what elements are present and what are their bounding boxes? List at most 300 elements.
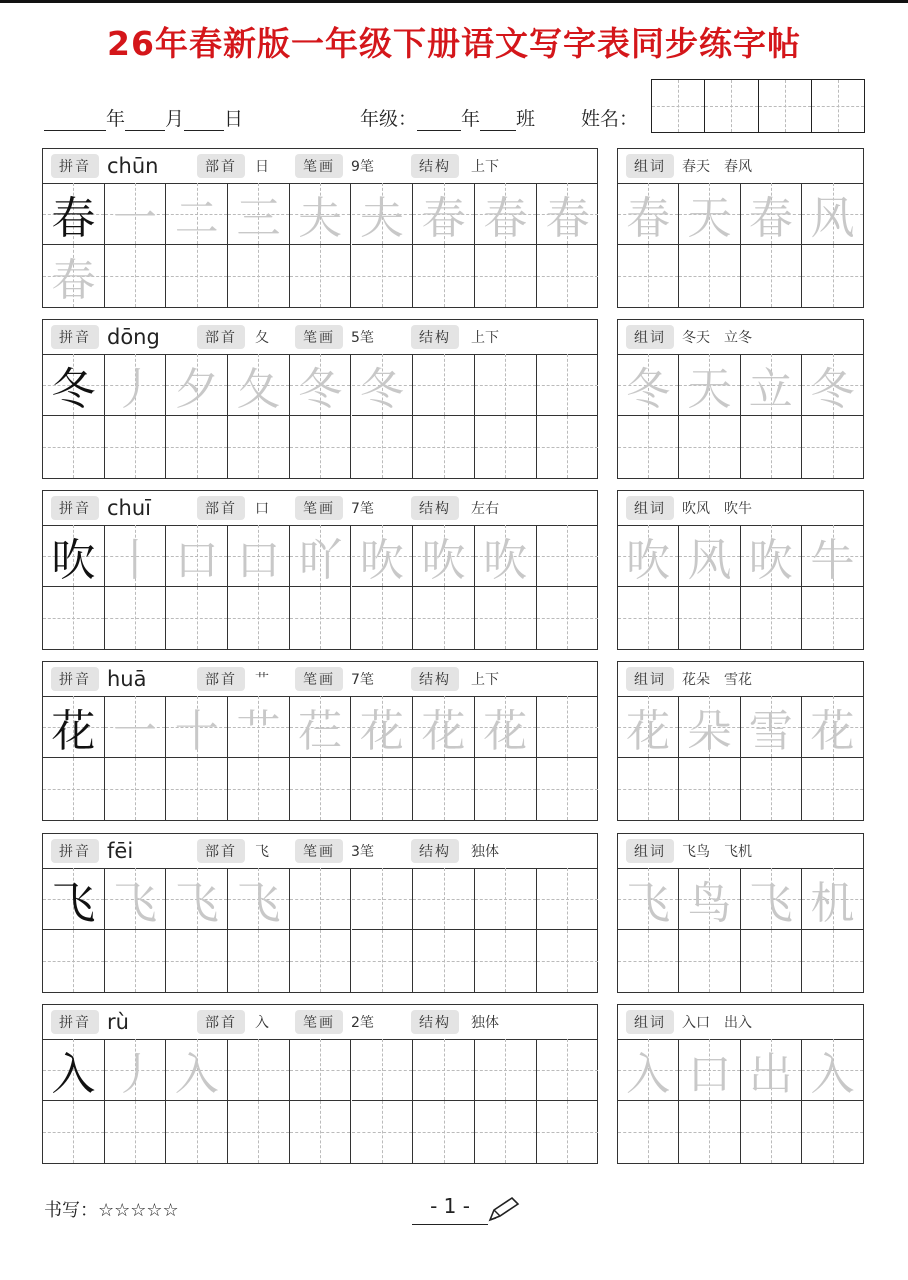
word-cell[interactable] <box>741 416 802 478</box>
writing-cell[interactable] <box>475 525 537 587</box>
writing-cell[interactable] <box>166 354 228 416</box>
words-value: 花朵 雪花 <box>682 672 752 688</box>
structure-tag: 结构 <box>411 154 459 178</box>
radical-tag: 部首 <box>197 496 245 520</box>
pinyin-value: fēi <box>107 839 134 863</box>
writing-cell[interactable] <box>228 696 290 758</box>
writing-cell[interactable] <box>352 245 414 307</box>
writing-cell[interactable] <box>166 416 228 478</box>
handwriting-rating: 书写：☆☆☆☆☆ <box>44 1200 179 1221</box>
writing-cell[interactable] <box>537 587 599 649</box>
structure-tag: 结构 <box>411 496 459 520</box>
month-blank[interactable] <box>125 108 165 131</box>
word-block-1 <box>617 319 864 479</box>
words-tag: 组词 <box>626 154 674 178</box>
writing-cell[interactable] <box>105 416 167 478</box>
writing-cell[interactable] <box>352 354 414 416</box>
structure-tag: 结构 <box>411 325 459 349</box>
word-cell[interactable] <box>802 587 863 649</box>
writing-cell[interactable] <box>413 183 475 245</box>
writing-cell[interactable] <box>105 758 167 820</box>
word-trace-character: 入 <box>810 1048 855 1100</box>
writing-cell[interactable] <box>228 525 290 587</box>
radical-value: 艹 <box>255 672 269 688</box>
words-tag: 组词 <box>626 1010 674 1034</box>
writing-cell[interactable] <box>228 587 290 649</box>
strokes-value: 7笔 <box>351 501 374 517</box>
radical-value: 飞 <box>255 844 269 860</box>
grade-blank[interactable] <box>417 108 461 131</box>
writing-cell[interactable] <box>537 525 599 587</box>
word-cell[interactable] <box>679 1101 740 1163</box>
date-line: 年 月 日 <box>44 104 243 131</box>
writing-cell[interactable] <box>105 245 167 307</box>
writing-cell[interactable] <box>352 1101 414 1163</box>
char-info-header <box>43 320 597 355</box>
strokes-tag: 笔画 <box>295 1010 343 1034</box>
writing-cell[interactable] <box>475 1039 537 1101</box>
writing-cell[interactable] <box>475 354 537 416</box>
char-info-header <box>43 834 597 869</box>
radical-value: 入 <box>255 1015 269 1031</box>
writing-cell[interactable] <box>537 868 599 930</box>
word-cell[interactable] <box>618 183 679 245</box>
writing-cell[interactable] <box>290 183 352 245</box>
word-cell[interactable] <box>679 525 740 587</box>
writing-cell[interactable] <box>166 696 228 758</box>
writing-cell[interactable] <box>413 587 475 649</box>
strokes-tag: 笔画 <box>295 667 343 691</box>
year-blank[interactable] <box>44 108 106 131</box>
writing-cell[interactable] <box>413 525 475 587</box>
pinyin-value: dōng <box>107 325 160 349</box>
pinyin-tag: 拼音 <box>51 667 99 691</box>
words-value: 飞鸟 飞机 <box>682 844 752 860</box>
writing-cell[interactable] <box>475 1101 537 1163</box>
practice-block-3 <box>42 661 598 821</box>
pinyin-tag: 拼音 <box>51 839 99 863</box>
writing-cell[interactable] <box>43 245 105 307</box>
trace-character: 夕 <box>174 363 219 415</box>
writing-cell[interactable] <box>290 758 352 820</box>
pinyin-value: chūn <box>107 154 159 178</box>
trace-character: 三 <box>236 192 281 244</box>
word-trace-character: 风 <box>810 192 855 244</box>
word-cell[interactable] <box>741 1039 802 1101</box>
writing-cell[interactable] <box>475 696 537 758</box>
trace-character: 丿 <box>113 1048 158 1100</box>
writing-cell[interactable] <box>43 354 105 416</box>
name-label: 姓名： <box>581 108 639 130</box>
trace-character: 夂 <box>236 363 281 415</box>
word-trace-character: 春 <box>748 192 793 244</box>
word-trace-character: 花 <box>810 705 855 757</box>
word-cell[interactable] <box>679 587 740 649</box>
word-cell[interactable] <box>679 416 740 478</box>
writing-cell[interactable] <box>352 930 414 992</box>
word-trace-character: 春 <box>626 192 671 244</box>
words-value: 吹风 吹牛 <box>682 501 752 517</box>
word-cell[interactable] <box>741 354 802 416</box>
top-border <box>0 0 908 3</box>
word-cell[interactable] <box>802 245 863 307</box>
structure-value: 上下 <box>471 672 499 688</box>
writing-cell[interactable] <box>228 1039 290 1101</box>
writing-cell[interactable] <box>228 416 290 478</box>
word-cell[interactable] <box>618 354 679 416</box>
word-cell[interactable] <box>802 1039 863 1101</box>
word-cell[interactable] <box>679 1039 740 1101</box>
radical-value: 夂 <box>255 330 269 346</box>
trace-character: 花 <box>421 705 466 757</box>
trace-character: 冬 <box>298 363 343 415</box>
trace-character: 十 <box>174 705 219 757</box>
trace-character: 春 <box>545 192 590 244</box>
writing-cell[interactable] <box>290 1039 352 1101</box>
structure-tag: 结构 <box>411 1010 459 1034</box>
word-cell[interactable] <box>679 868 740 930</box>
word-header <box>618 1005 863 1040</box>
writing-cell[interactable] <box>352 868 414 930</box>
word-trace-character: 飞 <box>626 877 671 929</box>
word-cell[interactable] <box>618 1039 679 1101</box>
writing-cell[interactable] <box>43 525 105 587</box>
writing-cell[interactable] <box>537 245 599 307</box>
trace-character: 飞 <box>174 877 219 929</box>
practice-block-2 <box>42 490 598 650</box>
word-trace-character: 出 <box>748 1048 793 1100</box>
pinyin-tag: 拼音 <box>51 154 99 178</box>
word-cell[interactable] <box>741 930 802 992</box>
word-trace-character: 花 <box>626 705 671 757</box>
word-cell[interactable] <box>741 587 802 649</box>
writing-cell[interactable] <box>43 183 105 245</box>
writing-cell[interactable] <box>105 183 167 245</box>
word-cell[interactable] <box>679 183 740 245</box>
structure-value: 独体 <box>471 1015 499 1031</box>
writing-cell[interactable] <box>290 525 352 587</box>
writing-cell[interactable] <box>413 696 475 758</box>
word-cell[interactable] <box>802 354 863 416</box>
writing-cell[interactable] <box>43 758 105 820</box>
word-cell[interactable] <box>618 930 679 992</box>
writing-cell[interactable] <box>290 930 352 992</box>
word-block-4 <box>617 833 864 993</box>
word-cell[interactable] <box>802 868 863 930</box>
writing-cell[interactable] <box>352 1039 414 1101</box>
strokes-tag: 笔画 <box>295 154 343 178</box>
writing-cell[interactable] <box>105 354 167 416</box>
writing-cell[interactable] <box>228 1101 290 1163</box>
writing-cell[interactable] <box>475 587 537 649</box>
trace-character: 口 <box>236 534 281 586</box>
strokes-value: 3笔 <box>351 844 374 860</box>
words-value: 入口 出入 <box>682 1015 752 1031</box>
strokes-value: 7笔 <box>351 672 374 688</box>
word-cell[interactable] <box>802 416 863 478</box>
word-cell[interactable] <box>741 868 802 930</box>
writing-cell[interactable] <box>228 930 290 992</box>
radical-tag: 部首 <box>197 1010 245 1034</box>
writing-cell[interactable] <box>228 183 290 245</box>
day-blank[interactable] <box>184 108 224 131</box>
writing-cell[interactable] <box>43 587 105 649</box>
trace-character: 吹 <box>483 534 528 586</box>
word-trace-character: 吹 <box>626 534 671 586</box>
trace-character: 吹 <box>359 534 404 586</box>
word-cell[interactable] <box>618 696 679 758</box>
trace-character: 一 <box>113 192 158 244</box>
trace-character: 冬 <box>359 363 404 415</box>
word-cell[interactable] <box>802 696 863 758</box>
radical-tag: 部首 <box>197 667 245 691</box>
word-header <box>618 320 863 355</box>
word-cell[interactable] <box>679 758 740 820</box>
writing-cell[interactable] <box>537 930 599 992</box>
word-cell[interactable] <box>741 758 802 820</box>
word-cell[interactable] <box>679 930 740 992</box>
word-cell[interactable] <box>741 525 802 587</box>
writing-cell[interactable] <box>352 525 414 587</box>
trace-character: 入 <box>174 1048 219 1100</box>
strokes-value: 9笔 <box>351 159 374 175</box>
writing-cell[interactable] <box>290 868 352 930</box>
char-info-header <box>43 491 597 526</box>
writing-cell[interactable] <box>228 868 290 930</box>
writing-cell[interactable] <box>166 587 228 649</box>
word-cell[interactable] <box>802 930 863 992</box>
writing-cell[interactable] <box>290 696 352 758</box>
writing-cell[interactable] <box>413 1101 475 1163</box>
writing-cell[interactable] <box>537 1101 599 1163</box>
grade-class-line: 年级： 年 班 <box>360 108 536 130</box>
writing-cell[interactable] <box>352 183 414 245</box>
practice-block-1 <box>42 319 598 479</box>
writing-cell[interactable] <box>352 416 414 478</box>
word-cell[interactable] <box>741 1101 802 1163</box>
writing-cell[interactable] <box>413 354 475 416</box>
writing-cell[interactable] <box>105 587 167 649</box>
words-tag: 组词 <box>626 667 674 691</box>
pinyin-tag: 拼音 <box>51 1010 99 1034</box>
trace-character: 芢 <box>298 705 343 757</box>
writing-cell[interactable] <box>166 758 228 820</box>
pinyin-value: huā <box>107 667 147 691</box>
trace-character: 花 <box>483 705 528 757</box>
writing-cell[interactable] <box>475 930 537 992</box>
page-title: 26年春新版一年级下册语文写字表同步练字帖 <box>107 24 801 63</box>
writing-cell[interactable] <box>105 930 167 992</box>
writing-cell[interactable] <box>290 416 352 478</box>
pinyin-tag: 拼音 <box>51 325 99 349</box>
writing-cell[interactable] <box>290 587 352 649</box>
writing-cell[interactable] <box>475 245 537 307</box>
writing-cell[interactable] <box>352 696 414 758</box>
trace-character: 飞 <box>113 877 158 929</box>
trace-character: 春 <box>51 255 96 306</box>
word-cell[interactable] <box>802 183 863 245</box>
word-cell[interactable] <box>802 1101 863 1163</box>
radical-value: 口 <box>255 501 269 517</box>
word-trace-character: 天 <box>687 192 732 244</box>
practice-block-0 <box>42 148 598 308</box>
writing-cell[interactable] <box>166 245 228 307</box>
writing-cell[interactable] <box>475 868 537 930</box>
word-cell[interactable] <box>741 245 802 307</box>
writing-cell[interactable] <box>413 416 475 478</box>
writing-cell[interactable] <box>105 868 167 930</box>
strokes-tag: 笔画 <box>295 496 343 520</box>
word-cell[interactable] <box>802 758 863 820</box>
pinyin-tag: 拼音 <box>51 496 99 520</box>
word-cell[interactable] <box>802 525 863 587</box>
trace-character: 花 <box>359 705 404 757</box>
strokes-tag: 笔画 <box>295 325 343 349</box>
writing-cell[interactable] <box>166 868 228 930</box>
trace-character: 夫 <box>359 192 404 244</box>
writing-cell[interactable] <box>43 696 105 758</box>
writing-cell[interactable] <box>537 416 599 478</box>
word-cell[interactable] <box>679 245 740 307</box>
word-block-2 <box>617 490 864 650</box>
word-cell[interactable] <box>618 758 679 820</box>
writing-cell[interactable] <box>352 758 414 820</box>
writing-cell[interactable] <box>43 868 105 930</box>
radical-value: 日 <box>255 159 269 175</box>
strokes-tag: 笔画 <box>295 839 343 863</box>
word-header <box>618 491 863 526</box>
word-cell[interactable] <box>618 868 679 930</box>
structure-value: 上下 <box>471 330 499 346</box>
word-trace-character: 冬 <box>810 363 855 415</box>
word-trace-character: 天 <box>687 363 732 415</box>
writing-cell[interactable] <box>105 525 167 587</box>
model-character: 入 <box>51 1048 96 1100</box>
structure-value: 左右 <box>471 501 499 517</box>
trace-character: 艹 <box>236 705 281 757</box>
writing-cell[interactable] <box>413 1039 475 1101</box>
trace-character: 吖 <box>298 534 343 586</box>
strokes-value: 5笔 <box>351 330 374 346</box>
word-trace-character: 鸟 <box>687 877 732 929</box>
writing-cell[interactable] <box>43 1101 105 1163</box>
pinyin-value: rù <box>107 1010 129 1034</box>
radical-tag: 部首 <box>197 325 245 349</box>
word-trace-character: 入 <box>626 1048 671 1100</box>
class-blank[interactable] <box>480 108 516 131</box>
writing-cell[interactable] <box>537 696 599 758</box>
word-trace-character: 雪 <box>748 705 793 757</box>
model-character: 吹 <box>51 534 96 586</box>
writing-cell[interactable] <box>413 868 475 930</box>
writing-cell[interactable] <box>105 696 167 758</box>
word-cell[interactable] <box>618 245 679 307</box>
name-boxes[interactable] <box>651 79 865 133</box>
word-trace-character: 冬 <box>626 363 671 415</box>
word-cell[interactable] <box>679 354 740 416</box>
writing-cell[interactable] <box>43 416 105 478</box>
trace-character: 口 <box>174 534 219 586</box>
writing-cell[interactable] <box>475 758 537 820</box>
word-cell[interactable] <box>618 416 679 478</box>
word-cell[interactable] <box>679 696 740 758</box>
writing-cell[interactable] <box>537 354 599 416</box>
writing-cell[interactable] <box>166 525 228 587</box>
writing-cell[interactable] <box>105 1039 167 1101</box>
word-cell[interactable] <box>618 587 679 649</box>
word-cell[interactable] <box>741 183 802 245</box>
trace-character: 一 <box>113 705 158 757</box>
writing-cell[interactable] <box>228 245 290 307</box>
writing-cell[interactable] <box>413 758 475 820</box>
word-trace-character: 吹 <box>748 534 793 586</box>
writing-cell[interactable] <box>290 245 352 307</box>
model-character: 花 <box>51 705 96 757</box>
word-trace-character: 朵 <box>687 705 732 757</box>
model-character: 春 <box>51 192 96 244</box>
word-trace-character: 飞 <box>748 877 793 929</box>
writing-cell[interactable] <box>166 183 228 245</box>
writing-cell[interactable] <box>43 930 105 992</box>
writing-cell[interactable] <box>475 416 537 478</box>
writing-cell[interactable] <box>352 587 414 649</box>
pinyin-value: chuī <box>107 496 151 520</box>
writing-cell[interactable] <box>105 1101 167 1163</box>
word-header <box>618 149 863 184</box>
word-block-0 <box>617 148 864 308</box>
pencil-icon <box>486 1196 522 1224</box>
word-trace-character: 机 <box>810 877 855 929</box>
structure-value: 上下 <box>471 159 499 175</box>
words-value: 冬天 立冬 <box>682 330 752 346</box>
radical-tag: 部首 <box>197 839 245 863</box>
writing-cell[interactable] <box>166 1039 228 1101</box>
practice-block-4 <box>42 833 598 993</box>
writing-cell[interactable] <box>166 930 228 992</box>
word-trace-character: 风 <box>687 534 732 586</box>
writing-cell[interactable] <box>413 930 475 992</box>
trace-character: 飞 <box>236 877 281 929</box>
word-header <box>618 662 863 697</box>
structure-value: 独体 <box>471 844 499 860</box>
word-cell[interactable] <box>618 1101 679 1163</box>
structure-tag: 结构 <box>411 839 459 863</box>
writing-cell[interactable] <box>43 1039 105 1101</box>
writing-cell[interactable] <box>290 354 352 416</box>
writing-cell[interactable] <box>413 245 475 307</box>
word-cell[interactable] <box>618 525 679 587</box>
writing-cell[interactable] <box>537 183 599 245</box>
writing-cell[interactable] <box>475 183 537 245</box>
writing-cell[interactable] <box>228 354 290 416</box>
words-tag: 组词 <box>626 839 674 863</box>
writing-cell[interactable] <box>228 758 290 820</box>
writing-cell[interactable] <box>537 1039 599 1101</box>
writing-cell[interactable] <box>166 1101 228 1163</box>
trace-character: 吹 <box>421 534 466 586</box>
page-number-underline <box>412 1224 488 1225</box>
trace-character: 春 <box>483 192 528 244</box>
model-character: 冬 <box>51 363 96 415</box>
char-info-header <box>43 662 597 697</box>
words-tag: 组词 <box>626 496 674 520</box>
model-character: 飞 <box>51 877 96 929</box>
trace-character: 丨 <box>113 534 158 586</box>
writing-cell[interactable] <box>290 1101 352 1163</box>
writing-cell[interactable] <box>537 758 599 820</box>
word-cell[interactable] <box>741 696 802 758</box>
page-number: - 1 - <box>430 1194 470 1218</box>
